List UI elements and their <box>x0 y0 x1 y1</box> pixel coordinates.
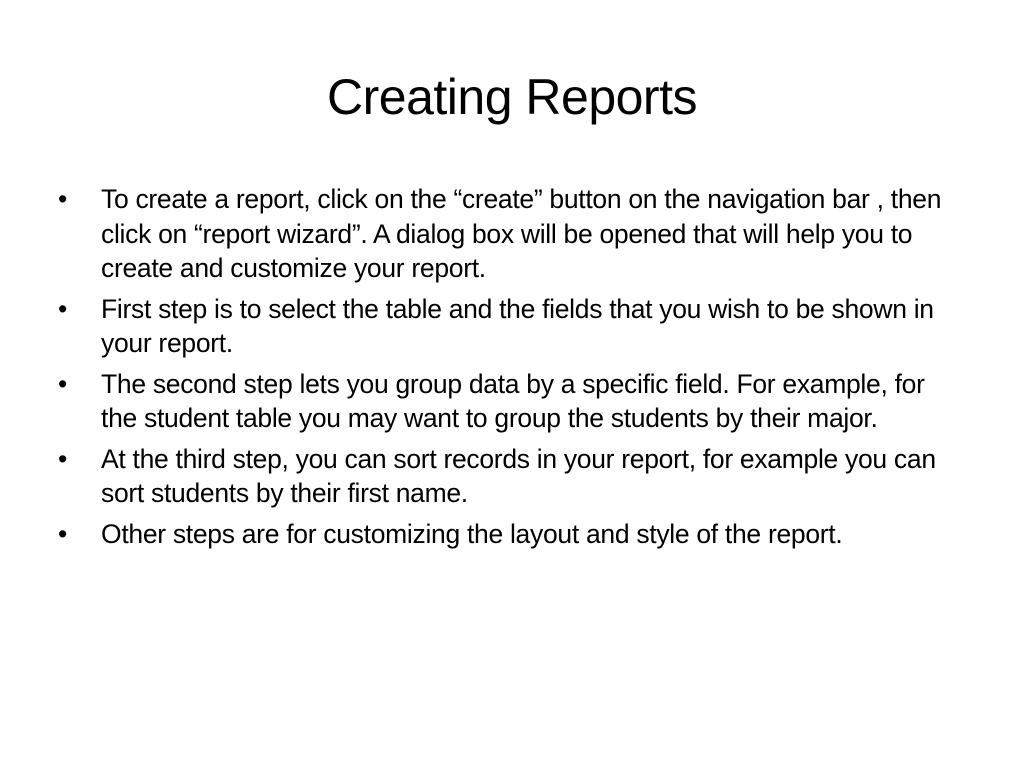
bullet-item <box>58 517 958 552</box>
bullet-list <box>58 182 958 557</box>
bullet-text: First step is to select the table and the fields that you wish to be shown in your report. <box>101 293 934 358</box>
bullet-text: At the third step, you can sort records in your report, for example you can sort students by their first name. <box>101 443 936 508</box>
bullet-icon: • <box>58 368 67 399</box>
bullet-text: To create a report, click on the “create” button on the navigation bar , then click on “report wizard”. A dialog box will be opened that will help you to create and customize your report. <box>101 184 942 283</box>
bullet-icon: • <box>58 443 67 474</box>
bullet-item <box>58 182 958 286</box>
bullet-item <box>58 292 958 361</box>
bullet-text: The second step lets you group data by a specific field. For example, for the student table you may want to group the students by their major. <box>101 368 925 433</box>
bullet-icon: • <box>58 184 67 214</box>
slide-title: Creating Reports <box>327 69 697 125</box>
bullet-icon: • <box>58 293 67 324</box>
bullet-text: Other steps are for customizing the layout and style of the report. <box>101 518 843 549</box>
bullet-item <box>58 442 958 511</box>
bullet-icon: • <box>58 518 67 549</box>
bullet-item <box>58 367 958 436</box>
